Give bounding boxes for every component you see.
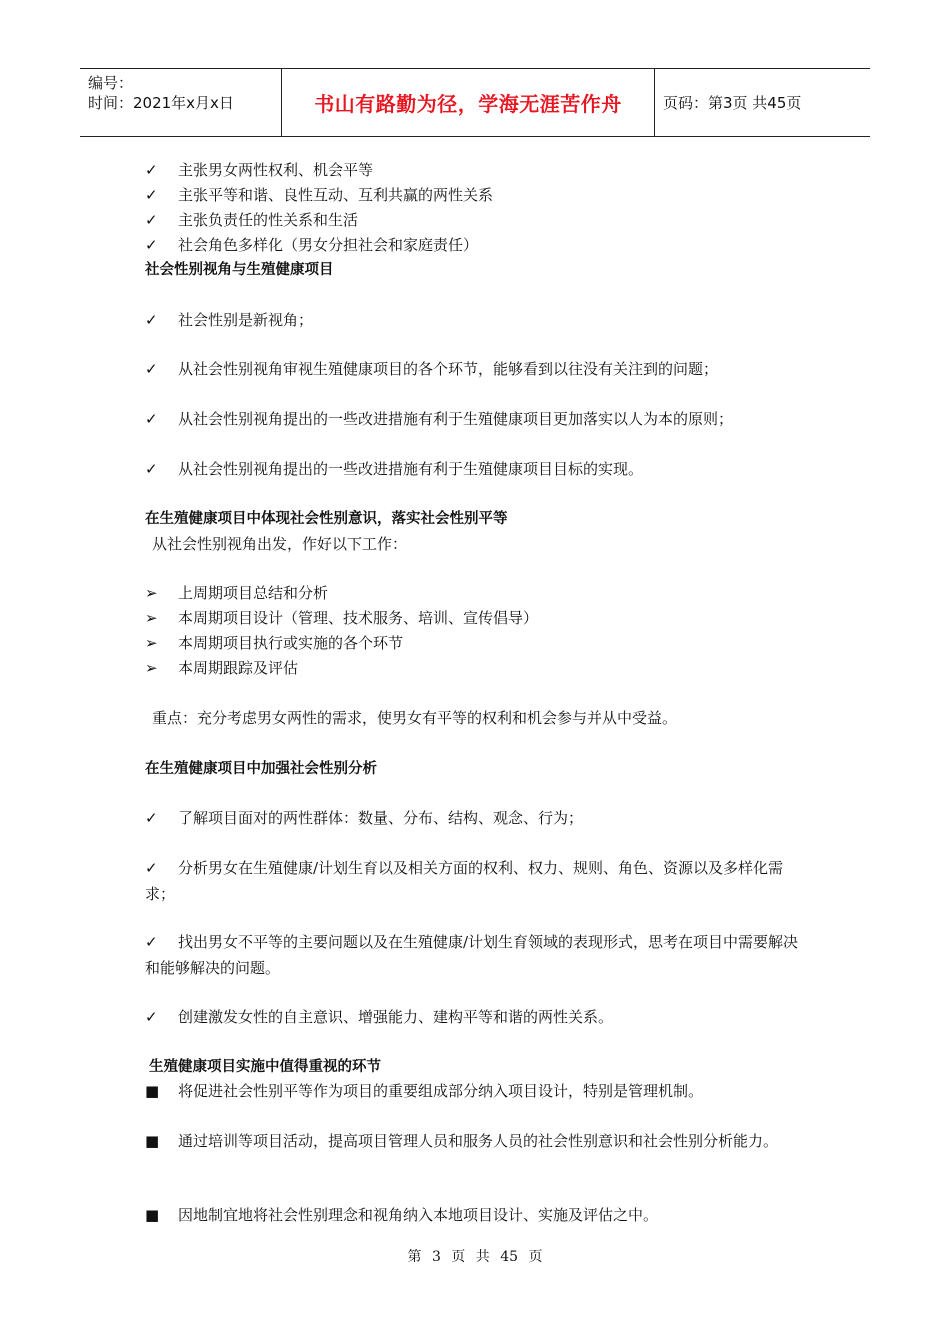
header-meta [80, 69, 282, 136]
list-item: ✓ 社会性别是新视角； [145, 308, 313, 332]
square-bullet-icon: ■ [145, 1206, 160, 1224]
arrow-icon: ➢ [145, 584, 158, 602]
list-item: ➢ 本周期项目设计（管理、技术服务、培训、宣传倡导） [145, 606, 538, 630]
list-item: ✓ 从社会性别视角提出的一些改进措施有利于生殖健康项目更加落实以人为本的原则； [145, 407, 733, 431]
check-icon: ✓ [145, 933, 158, 951]
header-motto: 书山有路勤为径，学海无涯苦作舟 [282, 69, 655, 136]
section-heading: 生殖健康项目实施中值得重视的环节 [149, 1059, 381, 1075]
check-icon: ✓ [145, 809, 158, 827]
list-item: ➢ 上周期项目总结和分析 [145, 581, 328, 605]
section-heading: 社会性别视角与生殖健康项目 [145, 262, 334, 278]
check-icon: ✓ [145, 460, 158, 478]
arrow-icon: ➢ [145, 634, 158, 652]
check-icon: ✓ [145, 161, 158, 179]
keypoint-text: 重点：充分考虑男女两性的需求，使男女有平等的权利和机会参与并从中受益。 [152, 709, 678, 727]
list-item: ✓ 主张男女两性权利、机会平等 [145, 158, 373, 182]
square-bullet-icon: ■ [145, 1132, 160, 1150]
list-item: ✓ 社会角色多样化（男女分担社会和家庭责任） [145, 233, 478, 257]
list-item: ✓ 了解项目面对的两性群体：数量、分布、结构、观念、行为； [145, 806, 583, 830]
list-item: ✓ 主张平等和谐、良性互动、互利共赢的两性关系 [145, 183, 493, 207]
list-item: ➢ 本周期跟踪及评估 [145, 656, 298, 680]
doc-date-label: 时间：2021年x月x日 [88, 94, 234, 112]
list-item: ■ 通过培训等项目活动，提高项目管理人员和服务人员的社会性别意识和社会性别分析能力。 [145, 1128, 813, 1154]
list-item: ✓ 从社会性别视角提出的一些改进措施有利于生殖健康项目目标的实现。 [145, 457, 643, 481]
check-icon: ✓ [145, 236, 158, 254]
arrow-icon: ➢ [145, 659, 158, 677]
intro-text: 从社会性别视角出发，作好以下工作： [152, 535, 408, 553]
list-item: ✓ 创建激发女性的自主意识、增强能力、建构平等和谐的两性关系。 [145, 1005, 613, 1029]
page-footer: 第 3 页 共 45 页 [407, 1249, 543, 1265]
section-heading: 在生殖健康项目中加强社会性别分析 [145, 761, 377, 777]
check-icon: ✓ [145, 859, 158, 877]
list-item: ✓ 主张负责任的性关系和生活 [145, 208, 358, 232]
arrow-icon: ➢ [145, 609, 158, 627]
header-page-number: 页码：第3页 共45页 [663, 94, 802, 112]
list-item: ✓ 找出男女不平等的主要问题以及在生殖健康/计划生育领域的表现形式，思考在项目中需要解决和能够解决的问题。 [145, 929, 813, 981]
check-icon: ✓ [145, 410, 158, 428]
doc-number-label: 编号： [88, 74, 134, 92]
check-icon: ✓ [145, 311, 158, 329]
check-icon: ✓ [145, 360, 158, 378]
section-heading: 在生殖健康项目中体现社会性别意识，落实社会性别平等 [145, 511, 508, 527]
check-icon: ✓ [145, 186, 158, 204]
list-item: ➢ 本周期项目执行或实施的各个环节 [145, 631, 403, 655]
square-bullet-icon: ■ [145, 1082, 160, 1100]
check-icon: ✓ [145, 1008, 158, 1026]
list-item: ■ 因地制宜地将社会性别理念和视角纳入本地项目设计、实施及评估之中。 [145, 1203, 658, 1227]
list-item: ✓ 从社会性别视角审视生殖健康项目的各个环节，能够看到以往没有关注到的问题； [145, 357, 718, 381]
page-header [80, 68, 870, 137]
list-item: ✓ 分析男女在生殖健康/计划生育以及相关方面的权利、权力、规则、角色、资源以及多样化需求； [145, 855, 813, 907]
list-item: ■ 将促进社会性别平等作为项目的重要组成部分纳入项目设计，特别是管理机制。 [145, 1079, 703, 1103]
check-icon: ✓ [145, 211, 158, 229]
